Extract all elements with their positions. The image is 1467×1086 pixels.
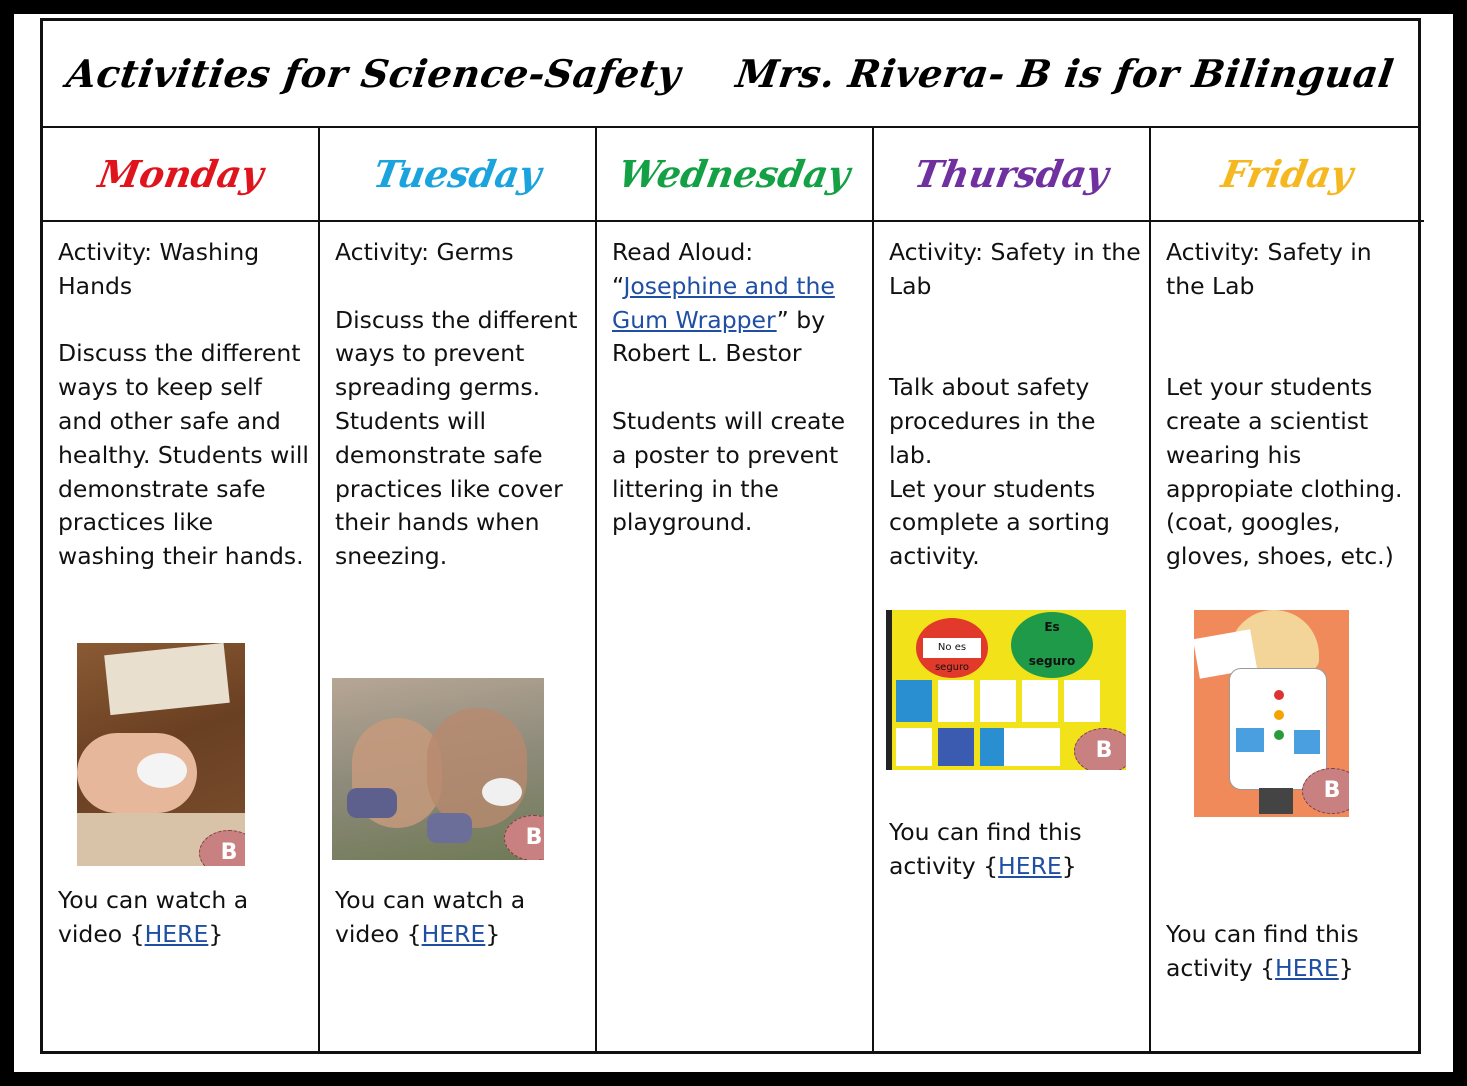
weekly-activity-table <box>40 18 1421 1054</box>
thursday-footer: You can find this activity {HERE} <box>889 818 1082 880</box>
friday-activity-link[interactable]: HERE <box>1275 953 1339 982</box>
washing-hands-photo <box>77 643 245 866</box>
monday-video-link[interactable]: HERE <box>144 919 209 948</box>
friday-body <box>1166 236 1416 1051</box>
day-header-monday: Monday <box>43 128 318 222</box>
monday-description: Discuss the different ways to keep self and other safe and healthy. Students will demonstrate safe practices like washing their hands. <box>58 339 309 571</box>
day-header-thursday: Thursday <box>874 128 1149 222</box>
day-header-wednesday: Wednesday <box>597 128 872 222</box>
sneezing-germs-photo <box>332 678 544 860</box>
b-is-for-bilingual-logo: B <box>199 830 245 866</box>
monday-body <box>58 236 310 1051</box>
book-link[interactable]: Josephine and the Gum Wrapper <box>612 271 835 334</box>
wednesday-read-aloud-label: Read Aloud: <box>612 238 754 266</box>
b-is-for-bilingual-logo: B <box>504 815 544 860</box>
column-monday <box>43 128 320 1051</box>
thursday-activity: Activity: Safety in the Lab <box>889 238 1141 300</box>
column-tuesday <box>320 128 597 1051</box>
tuesday-footer: You can watch a video {HERE} <box>335 886 526 948</box>
friday-footer: You can find this activity {HERE} <box>1166 920 1359 982</box>
sort-label-yes: Es seguro <box>1028 620 1076 668</box>
title-right: Mrs. Rivera- B is for Bilingual <box>733 51 1397 96</box>
wednesday-description: Students will create a poster to prevent littering in the playground. <box>612 406 846 537</box>
sort-label-no: No es seguro <box>923 638 981 658</box>
tuesday-description: Discuss the different ways to prevent spreading germs. Students will demonstrate safe practices like cover their hands when sneezing. <box>335 305 578 571</box>
friday-activity: Activity: Safety in the Lab <box>1166 238 1372 300</box>
thursday-description-1: Talk about safety procedures in the lab. <box>889 373 1096 469</box>
thursday-description-2: Let your students complete a sorting activity. <box>889 474 1110 571</box>
column-thursday <box>874 128 1151 1051</box>
sorting-activity-photo <box>886 610 1126 770</box>
column-friday <box>1151 128 1424 1051</box>
thursday-body <box>889 236 1141 1051</box>
b-is-for-bilingual-logo: B <box>1302 768 1349 814</box>
column-wednesday <box>597 128 874 1051</box>
title-row <box>43 21 1418 128</box>
monday-activity: Activity: Washing Hands <box>58 238 260 300</box>
b-is-for-bilingual-logo: B <box>1074 728 1126 770</box>
thursday-activity-link[interactable]: HERE <box>998 851 1062 880</box>
wednesday-body <box>612 236 864 1051</box>
wednesday-book: “Josephine and the Gum Wrapper” by Robert L. Bestor <box>612 271 835 368</box>
day-header-friday: Friday <box>1151 128 1424 222</box>
title-left: Activities for Science-Safety <box>64 51 684 96</box>
tuesday-body <box>335 236 587 1051</box>
friday-description: Let your students create a scientist wearing his appropiate clothing. (coat, googles, gloves, shoes, etc.) <box>1166 373 1403 571</box>
worksheet-page <box>14 14 1453 1072</box>
tuesday-activity: Activity: Germs <box>335 238 514 266</box>
page-title <box>64 51 1397 96</box>
scientist-craft-photo <box>1194 610 1349 817</box>
monday-footer: You can watch a video {HERE} <box>58 886 249 948</box>
day-header-tuesday: Tuesday <box>320 128 595 222</box>
tuesday-video-link[interactable]: HERE <box>421 919 486 948</box>
